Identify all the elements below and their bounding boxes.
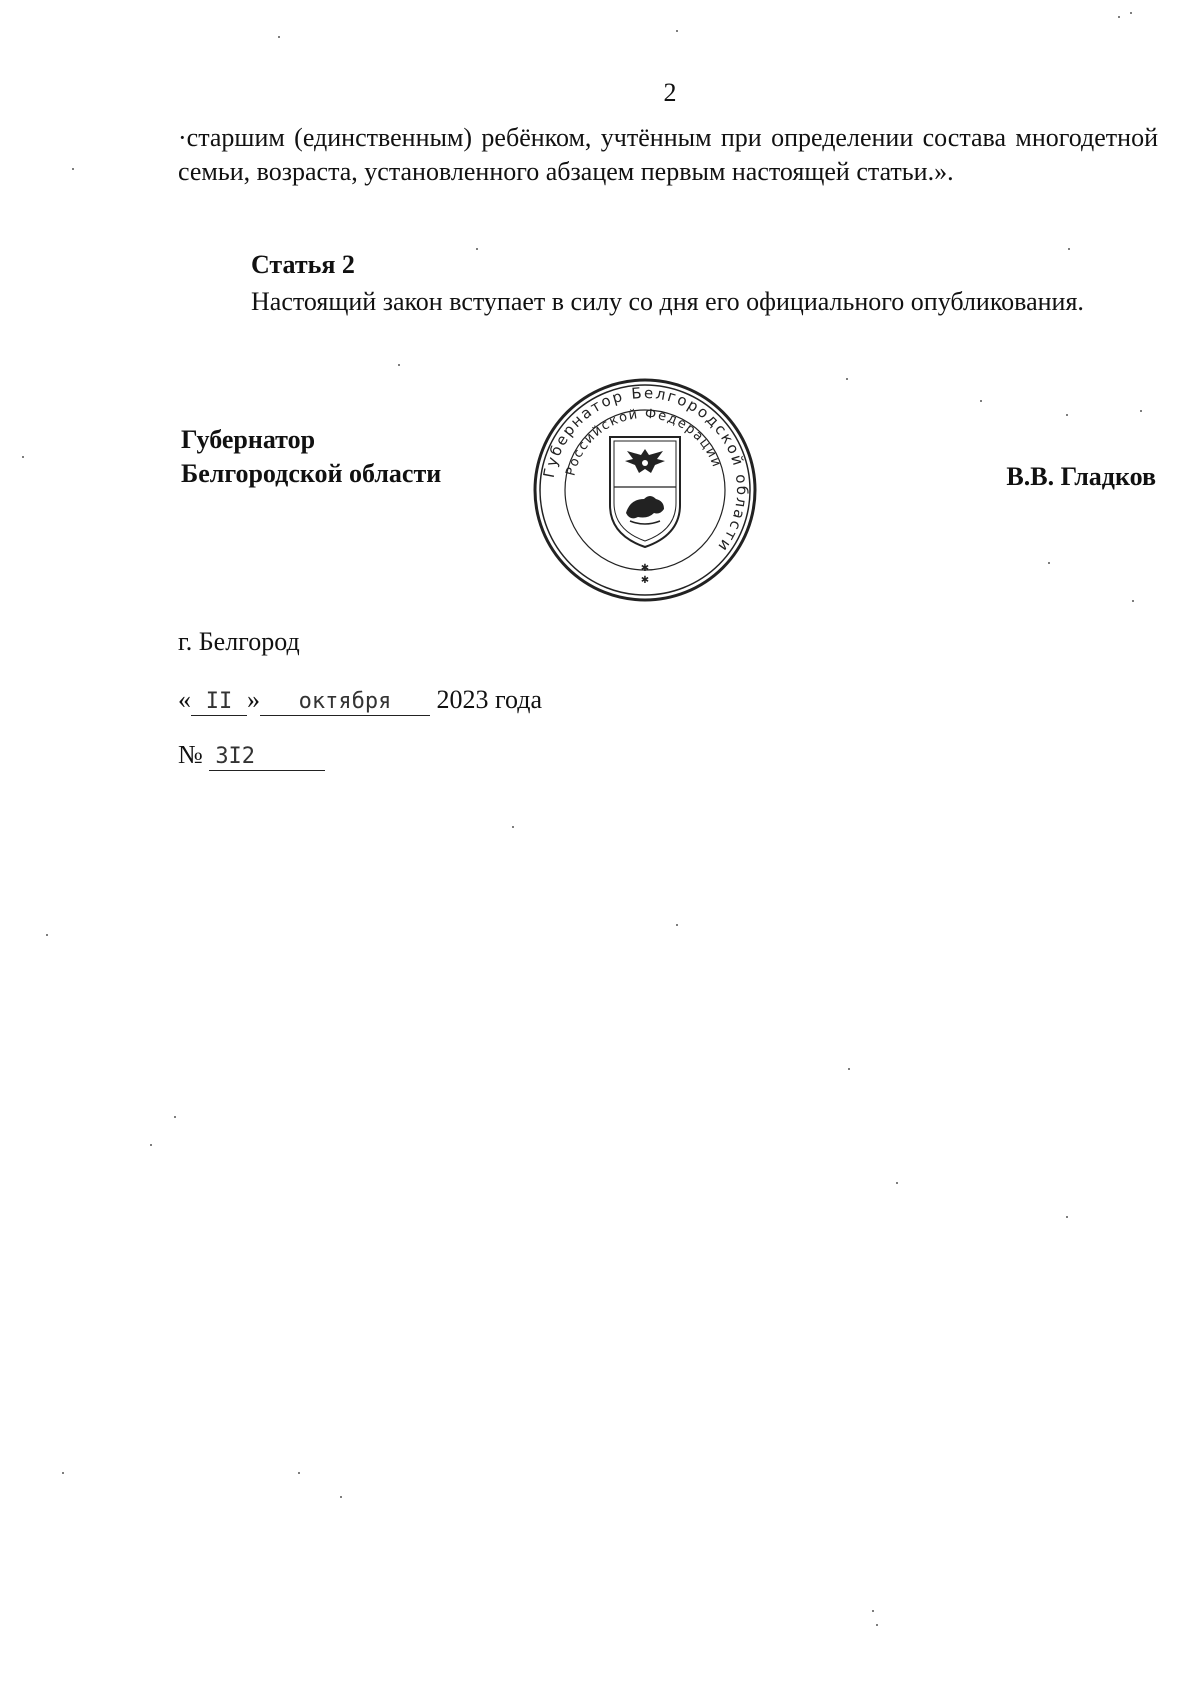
scan-speck [876, 1624, 878, 1626]
seal-star-icon: ✱ [640, 563, 650, 574]
scan-speck [676, 924, 678, 926]
scan-speck [1132, 600, 1134, 602]
scan-speck [1068, 248, 1070, 250]
number-value: 3I2 [209, 744, 325, 771]
signing-date [178, 685, 542, 716]
scan-speck [1118, 16, 1120, 18]
scan-speck [676, 30, 678, 32]
scan-speck [980, 400, 982, 402]
coat-of-arms-icon [610, 437, 680, 547]
scan-speck [72, 168, 74, 170]
seal-inner-text: Российской Федерации [563, 406, 725, 478]
scan-speck [278, 36, 280, 38]
scan-speck [22, 456, 24, 458]
official-seal [530, 375, 760, 605]
signatory-name: В.В. Гладков [1006, 462, 1156, 491]
page-number: 2 [663, 78, 677, 107]
seal-outer-text: Губернатор Белгородской области [539, 383, 752, 557]
scan-speck [872, 1610, 874, 1612]
article-body: Настоящий закон вступает в силу со дня его официального опубликования. [251, 287, 1084, 316]
scan-speck [1048, 562, 1050, 564]
number-sign: № [178, 740, 203, 769]
scan-speck [846, 378, 848, 380]
article-heading: Статья 2 [251, 250, 355, 279]
scan-speck [476, 248, 478, 250]
scan-speck [298, 1472, 300, 1474]
document-number [178, 740, 325, 771]
scan-speck [150, 1144, 152, 1146]
scan-speck [848, 1068, 850, 1070]
scan-speck [512, 826, 514, 828]
place-of-signing: г. Белгород [178, 627, 300, 656]
date-open-quote: « [178, 685, 191, 714]
date-day: II [191, 689, 247, 716]
scan-speck [398, 364, 400, 366]
date-month: октября [260, 689, 430, 716]
scan-speck [174, 1116, 176, 1118]
date-year: 2023 года [436, 685, 543, 714]
signatory-title-line-1: Губернатор [181, 425, 316, 454]
scan-speck [1066, 414, 1068, 416]
signatory-title [181, 423, 441, 491]
signatory-title-line-2: Белгородской области [181, 459, 442, 488]
continuation-paragraph: ·старшим (единственным) ребёнком, учтённым при определении состава многодетной семьи, возраста, установленного абзацем первым настоящей статьи.». [178, 123, 1158, 186]
scan-speck [896, 1182, 898, 1184]
scan-speck [46, 934, 48, 936]
scan-speck [340, 1496, 342, 1498]
scan-speck [1066, 1216, 1068, 1218]
scan-speck [1140, 410, 1142, 412]
date-close-quote: » [247, 685, 260, 714]
seal-star-icon: ✱ [640, 575, 650, 586]
scan-speck [62, 1472, 64, 1474]
scan-speck [1130, 12, 1132, 14]
